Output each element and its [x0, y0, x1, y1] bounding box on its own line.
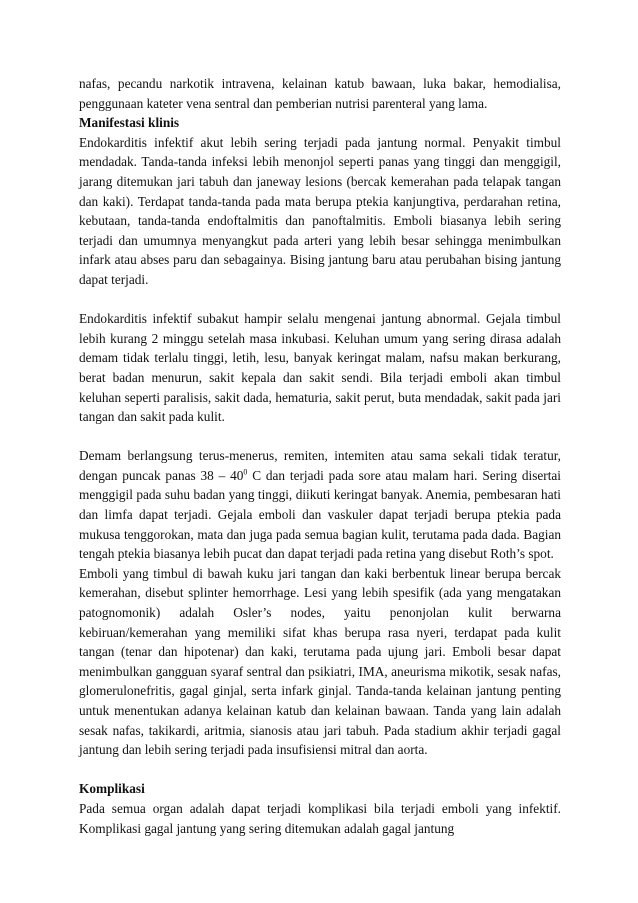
- paragraph-3-text-start: Demam berlangsung terus-menerus, remiten, intemiten atau sama sekali tidak teratur, dengan puncak panas 38 – 40: [79, 448, 561, 483]
- komplikasi-paragraph-1: Pada semua organ adalah dapat terjadi komplikasi bila terjadi emboli yang infektif. Komplikasi gagal jantung yang sering ditemukan adalah gagal jantung: [79, 800, 561, 836]
- manifestasi-paragraph-1: Endokarditis infektif akut lebih sering terjadi pada jantung normal. Penyakit timbul mendadak. Tanda-tanda infeksi lebih menonjol seperti panas yang tinggi dan menggigil, jarang ditemukan jari tabuh dan janeway lesions (bercak kemerahan pada telapak tangan dan kaki). Terdapat tanda-tanda pada mata berupa ptekia kanjungtiva, perdarahan retina, kebutaan, tanda-tanda endoftalmitis dan panoftalmitis. Emboli biasanya lebih sering terjadi dan umumnya menyangkut pada arteri yang lebih besar sehingga menimbulkan infark atau abses paru dan sebagainya. Bising jantung baru atau perubahan bising jantung dapat terjadi.: [79, 134, 561, 287]
- manifestasi-heading: Manifestasi klinis: [79, 115, 180, 131]
- paragraph-gap: [79, 427, 561, 447]
- degree-superscript: 0: [243, 467, 248, 477]
- paragraph-gap: [79, 290, 561, 310]
- manifestasi-paragraph-4: Emboli yang timbul di bawah kuku jari tangan dan kaki berbentuk linear berupa bercak kemerahan, disebut splinter hemorrhage. Lesi yang lebih spesifik (ada yang mengatakan patognomonik) adalah Osler’s nodes, yaitu penonjolan kulit berwarna kebiruan/kemerahan yang memiliki sifat khas berupa rasa nyeri, terdapat pada kulit tangan (tenar dan hipotenar) dan kaki, terutama pada ujung jari. Emboli besar dapat menimbulkan gangguan syaraf sentral dan psikiatri, IMA, aneurisma mikotik, sesak nafas, glomerulonefritis, gagal ginjal, serta infark ginjal. Tanda-tanda kelainan jantung penting untuk menentukan adanya kelainan katub dan kelainan bawaan. Tanda yang lain adalah sesak nafas, takikardi, aritmia, sianosis atau jari tabuh. Pada stadium akhir terjadi gagal jantung dan lebih sering terjadi pada insufisiensi mitral dan aorta.: [79, 565, 561, 758]
- manifestasi-paragraph-3: [79, 446, 561, 564]
- intro-paragraph: nafas, pecandu narkotik intravena, kelainan katub bawaan, luka bakar, hemodialisa, penggunaan kateter vena sentral dan pemberian nutrisi parenteral yang lama.: [79, 76, 561, 111]
- manifestasi-paragraph-2: Endokarditis infektif subakut hampir selalu mengenai jantung abnormal. Gejala timbul lebih kurang 2 minggu setelah masa inkubasi. Keluhan umum yang sering dirasa adalah demam tidak terlalu tinggi, letih, lesu, banyak keringat malam, nafsu makan berkurang, berat badan menurun, sakit kepala dan sakit sendi. Bila terjadi emboli akan timbul keluhan seperti paralisis, sakit dada, hematuria, sakit perut, buta mendadak, sakit pada jari tangan dan sakit pada kulit.: [79, 311, 561, 425]
- paragraph-3-text-end: C dan terjadi pada sore atau malam hari. Sering disertai menggigil pada suhu badan yang tinggi, diikuti keringat banyak. Anemia, pembesaran hati dan limfa dapat terjadi. Gejala emboli dan vaskuler dapat terjadi berupa ptekia pada mukusa tenggorokan, mata dan juga pada semua bagian kulit, terutama pada dada. Bagian tengah ptekia biasanya lebih pucat dan dapat terjadi pada retina yang disebut Roth’s spot.: [79, 467, 561, 562]
- document-page: [79, 74, 561, 838]
- paragraph-gap: [79, 760, 561, 780]
- komplikasi-heading: Komplikasi: [79, 781, 145, 797]
